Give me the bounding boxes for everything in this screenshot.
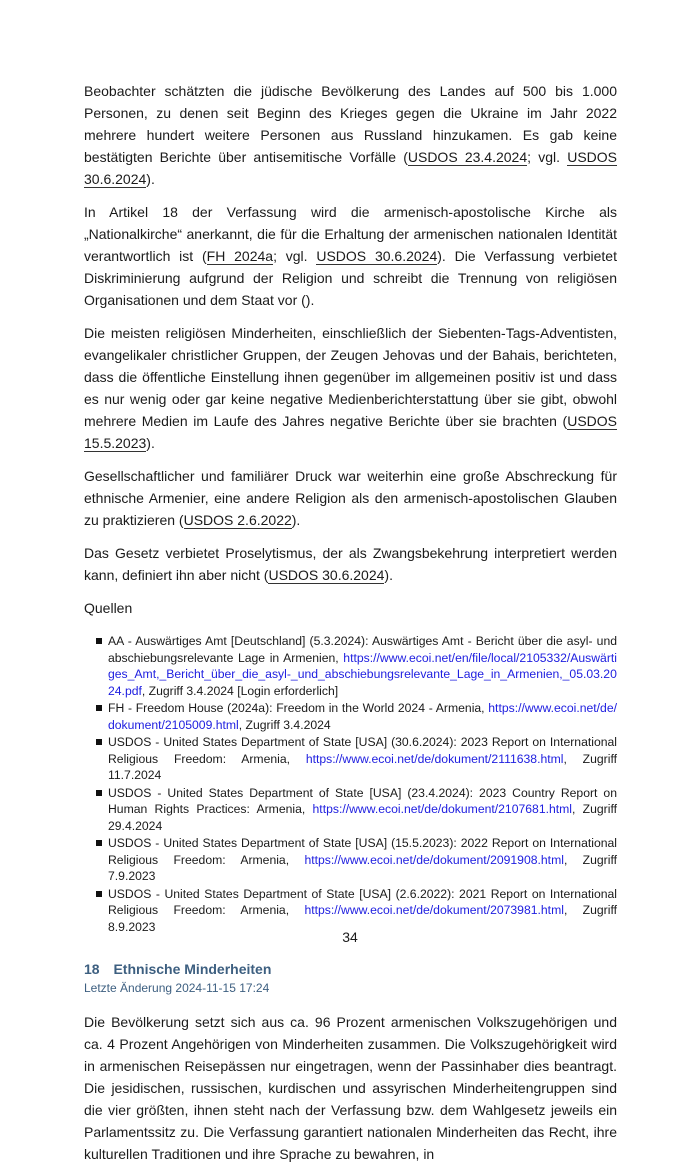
source-url-link[interactable]: https://www.ecoi.net/de/dokument/2105009.html [108,701,617,732]
paragraph-text: ; vgl. [527,149,568,165]
source-item [96,835,617,885]
paragraph [84,465,617,531]
paragraph [84,322,617,454]
source-text: USDOS - United States Department of State [USA] (30.6.2024): 2023 Report on International Religious Freedom: Armenia, [108,735,617,766]
paragraph-text: Beobachter schätzten die jüdische Bevölkerung des Landes auf 500 bis 1.000 Personen, zu denen seit Beginn des Krieges gegen die Ukraine im Jahr 2022 mehrere hundert weitere Personen aus Russland hinzukamen. Es gab keine bestätigten Berichte über antisemitische Vorfälle ( [84,83,617,165]
citation-link[interactable]: USDOS 30.6.2024 [268,567,385,583]
paragraph-text: ). [384,567,393,583]
paragraph-text: Gesellschaftlicher und familiärer Druck war weiterhin eine große Abschreckung für ethnische Armenier, eine andere Religion als den armenisch-apostolischen Glauben zu praktizieren ( [84,468,617,528]
section-title: Ethnische Minderheiten [113,961,272,977]
paragraph [84,80,617,190]
source-item [96,785,617,835]
paragraph-text: ). [146,435,155,451]
citation-link[interactable]: USDOS 30.6.2024 [84,149,617,187]
paragraph [84,201,617,311]
source-url-link[interactable]: https://www.ecoi.net/en/file/local/2105332/Auswärtiges_Amt,_Bericht_über_die_asyl-_und_abschiebungsrelevante_Lage_in_Armenien,_05.03.2024.pdf [108,650,617,698]
citation-link[interactable]: USDOS 15.5.2023 [84,413,617,451]
source-access: , Zugriff 7.9.2023 [108,852,617,883]
citation-link[interactable]: USDOS 30.6.2024 [316,248,438,264]
citation-link[interactable]: FH 2024a [206,248,274,264]
source-url-link[interactable]: https://www.ecoi.net/de/dokument/2107681.html [312,802,573,816]
source-item [96,700,617,733]
paragraph-text: In Artikel 18 der Verfassung wird die armenisch-apostolische Kirche als „Nationalkirche“ anerkannt, die für die Erhaltung der armenischen nationalen Identität verantwortlich ist ( [84,204,617,264]
source-text: AA - Auswärtiges Amt [Deutschland] (5.3.2024): Auswärtiges Amt - Bericht über die asyl- und abschiebungsrelevante Lage in Armenien, [108,634,617,665]
source-access: , Zugriff 29.4.2024 [108,802,617,833]
source-access: , Zugriff 11.7.2024 [108,751,617,782]
paragraph-text: ; vgl. [273,248,317,264]
page-number: 34 [342,929,358,945]
section-number: 18 [84,961,100,977]
document-body [84,80,617,1176]
paragraphs [84,80,617,586]
paragraph-text: ). [291,512,301,528]
paragraph-text: Die meisten religiösen Minderheiten, einschließlich der Siebenten-Tags-Adventisten, evangelikaler christlicher Gruppen, der Zeugen Jehovas und der Bahais, berichteten, dass die öffentliche Einstellung ihnen gegenüber im allgemeinen positiv ist und dass es nur wenig oder gar keine negative Medienberichterstattung über sie gibt, obwohl mehrere Medien im Laufe des Jahres negative Berichte über sie brachten ( [84,325,617,429]
source-access: , Zugriff 3.4.2024 [238,717,331,732]
section-paragraph: Die Bevölkerung setzt sich aus ca. 96 Prozent armenischen Volkszugehörigen und ca. 4 Prozent Angehörigen von Minderheiten zusammen. Die Volkszugehörigkeit wird in armenischen Reisepässen nur eingetragen, wenn der Passinhaber dies beantragt. Die jesidischen, russischen, kurdischen und assyrischen Minderheitengruppen sind die vier größten, ihnen steht nach der Verfassung bzw. dem Wahlgesetz jeweils ein Parlamentssitz zu. Die Verfassung garantiert nationalen Minderheiten das Recht, ihre kulturellen Traditionen und ihre Sprache zu bewahren, in [84,1014,617,1162]
sources-list [96,633,617,935]
citation-link[interactable]: USDOS 2.6.2022 [183,512,292,528]
paragraph-text: ). Die Verfassung verbietet Diskriminierung aufgrund der Religion und schreibt die Trennung von religiösen Organisationen und dem Staat vor (). [84,248,617,308]
source-url-link[interactable]: https://www.ecoi.net/de/dokument/2111638.html [305,751,564,766]
source-access: , Zugriff 3.4.2024 [Login erforderlich] [141,683,339,698]
source-url-link[interactable]: https://www.ecoi.net/de/dokument/2073981.html [304,903,564,917]
source-text: USDOS - United States Department of State [USA] (15.5.2023): 2022 Report on International Religious Freedom: Armenia, [108,836,617,867]
citation-link[interactable]: USDOS 23.4.2024 [407,149,528,165]
source-access: , Zugriff 8.9.2023 [108,903,617,934]
last-changed: Letzte Änderung 2024-11-15 17:24 [84,981,270,995]
source-text: USDOS - United States Department of State [USA] (23.4.2024): 2023 Country Report on Human Rights Practices: Armenia, [108,785,617,816]
source-item [96,886,617,936]
paragraph-text: ). [146,171,155,187]
source-item [96,633,617,699]
source-url-link[interactable]: https://www.ecoi.net/de/dokument/2091908.html [304,852,564,867]
source-text: USDOS - United States Department of State [USA] (2.6.2022): 2021 Report on International Religious Freedom: Armenia, [108,886,617,917]
source-text: FH - Freedom House (2024a): Freedom in the World 2024 - Armenia, [108,701,489,715]
source-item [96,734,617,784]
paragraph [84,542,617,586]
section-heading [84,961,617,977]
sources-label: Quellen [84,600,133,616]
paragraph-text: Das Gesetz verbietet Proselytismus, der als Zwangsbekehrung interpretiert werden kann, definiert ihn aber nicht ( [84,545,617,583]
